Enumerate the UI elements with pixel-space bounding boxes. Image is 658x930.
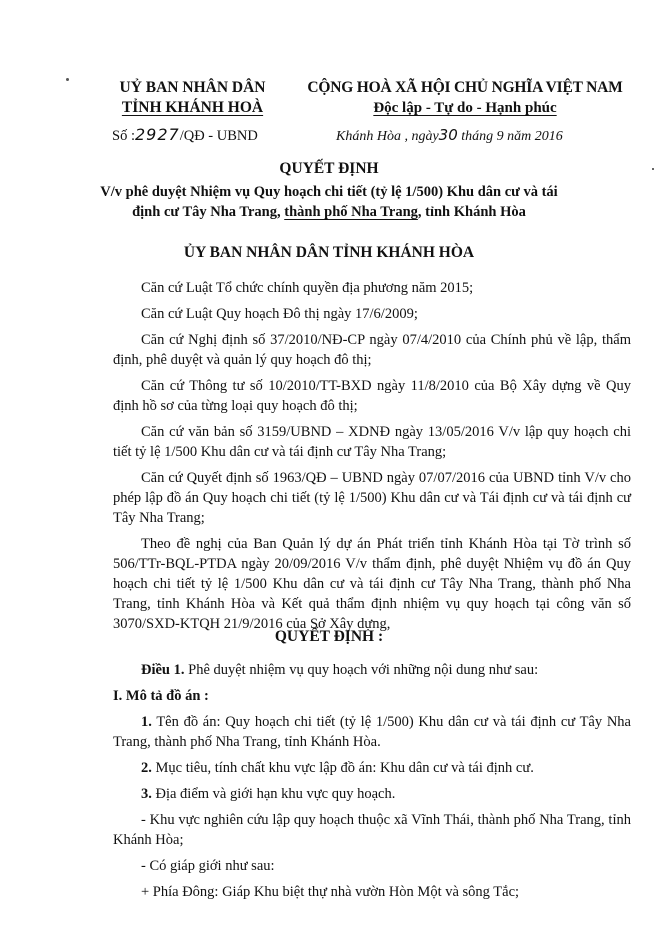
national-header	[300, 78, 630, 118]
date-day-handwritten: 30	[438, 126, 458, 144]
decision-heading: QUYẾT ĐỊNH :	[274, 628, 384, 645]
subject-line-1: V/v phê duyệt Nhiệm vụ Quy hoạch chi tiết (tỷ lệ 1/500) Khu dân cư và tái	[100, 184, 558, 200]
article-1-text: Phê duyệt nhiệm vụ quy hoạch với những nội dung như sau:	[184, 662, 539, 678]
item-2	[113, 758, 631, 778]
preamble-paragraph: Căn cứ Thông tư số 10/2010/TT-BXD ngày 11/8/2010 của Bộ Xây dựng về Quy định hồ sơ của từng loại quy hoạch đô thị;	[113, 378, 631, 414]
article-1-label: Điều 1.	[141, 662, 185, 678]
issuer-line-2: TỈNH KHÁNH HOÀ	[121, 99, 264, 116]
section-1-heading: I. Mô tả đồ án :	[113, 688, 209, 704]
subject-line-2-part-b: thành phố Nha Trang	[284, 204, 418, 220]
document-type-title: QUYẾT ĐỊNH	[279, 160, 379, 177]
document-number	[112, 125, 258, 145]
document-number-label: Số :	[112, 128, 135, 144]
document-number-suffix: /QĐ - UBND	[179, 128, 258, 144]
issuer-line-1: UỶ BAN NHÂN DÂN	[119, 79, 266, 96]
document-date	[336, 126, 563, 145]
preamble-paragraph: Căn cứ Luật Quy hoạch Đô thị ngày 17/6/2009;	[141, 306, 418, 322]
article-1-intro	[113, 660, 631, 680]
date-prefix: Khánh Hòa , ngày	[336, 129, 439, 144]
national-motto: Độc lập - Tự do - Hạnh phúc	[373, 100, 557, 116]
article-1-block	[113, 660, 631, 902]
scan-speck	[66, 78, 69, 81]
issuing-authority-heading: ỦY BAN NHÂN DÂN TỈNH KHÁNH HÒA	[183, 244, 475, 261]
bullet-east-boundary: + Phía Đông: Giáp Khu biệt thự nhà vườn Hòn Một và sông Tắc;	[141, 884, 520, 900]
item-2-text: Mục tiêu, tính chất khu vực lập đồ án: Khu dân cư và tái định cư.	[151, 760, 534, 776]
bullet-boundaries: - Có giáp giới như sau:	[141, 858, 275, 874]
item-2-number: 2.	[141, 760, 152, 776]
preamble-paragraph: Theo đề nghị của Ban Quản lý dự án Phát triển tỉnh Khánh Hòa tại Tờ trình số 506/TTr-BQL-PTDA ngày 20/09/2016 V/v thẩm định, phê duyệt Nhiệm vụ đồ án Quy hoạch chi tiết tỷ lệ 1/500 Khu dân cư và tái định cư Tây Nha Trang, thành phố Nha Trang, tỉnh Khánh Hòa và Kết quả thẩm định nhiệm vụ quy hoạch tại công văn số 3070/SXD-KTQH 21/9/2016 của Sở Xây dựng,	[113, 536, 631, 632]
subject-line-2	[0, 204, 658, 221]
item-1-number: 1.	[141, 714, 152, 730]
item-3-text: Địa điểm và giới hạn khu vực quy hoạch.	[151, 786, 396, 802]
item-1-text: Tên đồ án: Quy hoạch chi tiết (tỷ lệ 1/500) Khu dân cư và tái định cư Tây Nha Trang, thành phố Nha Trang, tỉnh Khánh Hòa.	[113, 714, 631, 750]
preamble-paragraph: Căn cứ văn bản số 3159/UBND – XDNĐ ngày 13/05/2016 V/v lập quy hoạch chi tiết tỷ lệ 1/500 Khu dân cư và tái định cư Tây Nha Trang;	[113, 424, 631, 460]
preamble-paragraph: Căn cứ Quyết định số 1963/QĐ – UBND ngày 07/07/2016 của UBND tỉnh V/v cho phép lập đồ án Quy hoạch chi tiết (tỷ lệ 1/500) Khu dân cư và Tái định cư và tái định cư Tây Nha Trang;	[113, 470, 631, 526]
bullet-location: - Khu vực nghiên cứu lập quy hoạch thuộc xã Vĩnh Thái, thành phố Nha Trang, tỉnh Khánh Hòa;	[113, 812, 631, 848]
document-number-handwritten: 2927	[134, 125, 180, 144]
item-3	[113, 784, 631, 804]
issuer-header	[100, 78, 285, 118]
preamble-block	[113, 278, 631, 634]
preamble-paragraph: Căn cứ Nghị định số 37/2010/NĐ-CP ngày 07/4/2010 của Chính phủ về lập, thẩm định, phê duyệt và quản lý quy hoạch đô thị;	[113, 332, 631, 368]
subject-line-2-part-c: , tỉnh Khánh Hòa	[417, 204, 526, 220]
item-3-number: 3.	[141, 786, 152, 802]
subject-line-2-part-a: định cư Tây Nha Trang,	[132, 204, 285, 220]
preamble-paragraph: Căn cứ Luật Tổ chức chính quyền địa phương năm 2015;	[141, 280, 474, 296]
country-name: CỘNG HOÀ XÃ HỘI CHỦ NGHĨA VIỆT NAM	[307, 79, 623, 96]
date-suffix: tháng 9 năm 2016	[461, 129, 563, 144]
item-1	[113, 712, 631, 752]
